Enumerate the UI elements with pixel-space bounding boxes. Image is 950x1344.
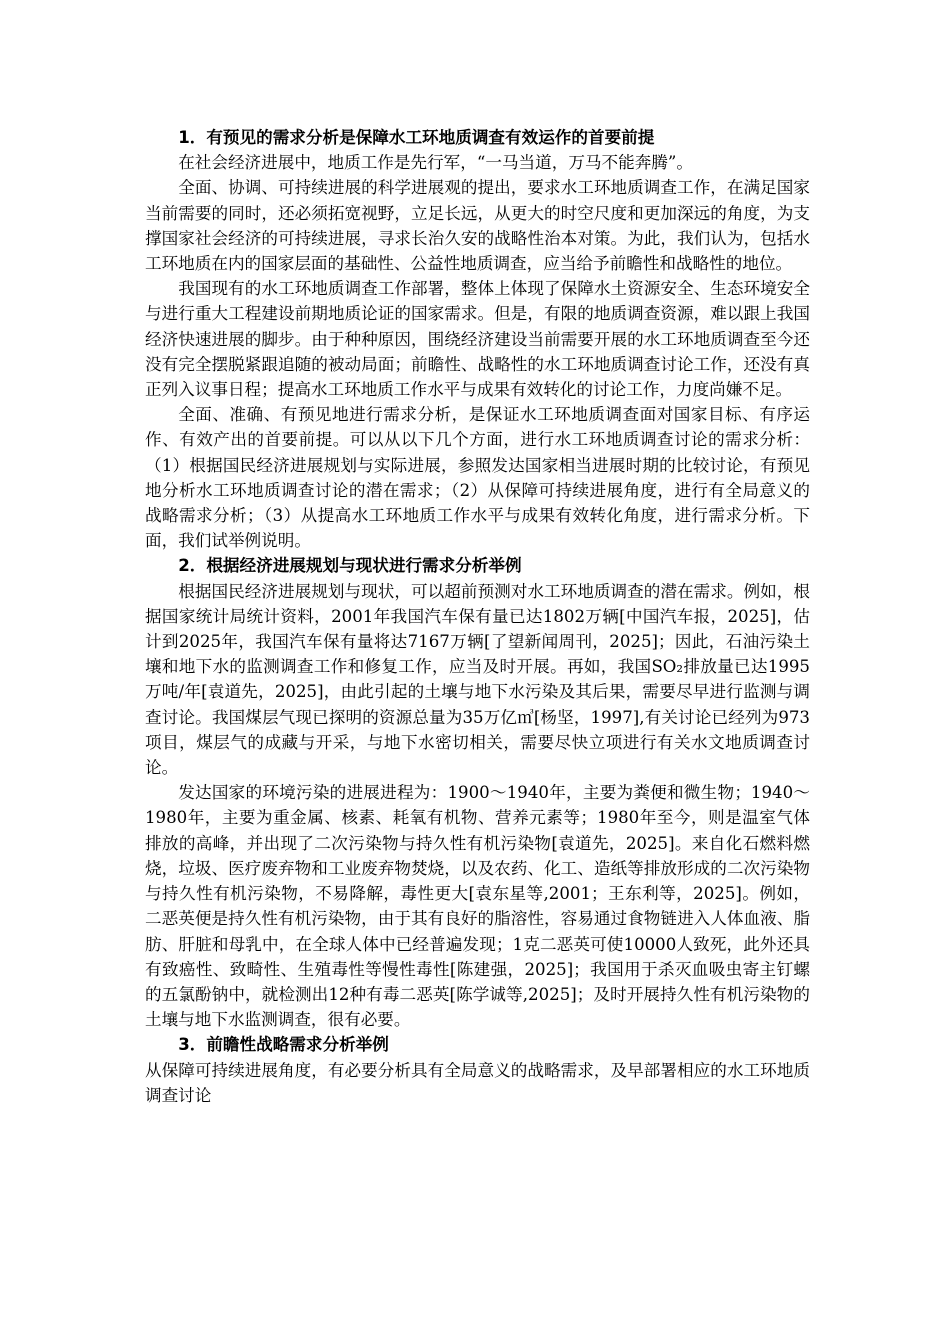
section-2-paragraph-1: 根据国民经济进展规划与现状，可以超前预测对水工环地质调查的潜在需求。例如，根据国家统计局统计资料，2001年我国汽车保有量已达1802万辆[中国汽车报，2025]，估计到2025年，我国汽车保有量将达7167万辆[了望新闻周刊，2025]；因此，石油污染土壤和地下水的监测调查工作和修复工作，应当及时开展。再如，我国SO₂排放量已达1995万吨/年[袁道先，2025]，由此引起的土壤与地下水污染及其后果，需要尽早进行监测与调查讨论。我国煤层气现已探明的资源总量为35万亿㎥[杨坚，1997],有关讨论已经列为973项目，煤层气的成藏与开采，与地下水密切相关，需要尽快立项进行有关水文地质调查讨论。 (145, 581, 810, 778)
section-3-paragraph-1: 从保障可持续进展角度，有必要分析具有全局意义的战略需求，及早部署相应的水工环地质调查讨论 (145, 1060, 810, 1105)
section-1-paragraph-1: 在社会经济进展中，地质工作是先行军，“一马当道，万马不能奔腾”。 (178, 153, 693, 173)
section-1-heading: 1．有预见的需求分析是保障水工环地质调查有效运作的首要前提 (178, 128, 655, 147)
section-1-paragraph-2: 全面、协调、可持续进展的科学进展观的提出，要求水工环地质调查工作，在满足国家当前需要的同时，还必须拓宽视野，立足长远，从更大的时空尺度和更加深远的角度，为支撑国家社会经济的可持续进展，寻求长治久安的战略性治本对策。为此，我们认为，包括水工环地质在内的国家层面的基础性、公益性地质调查，应当给予前瞻性和战略性的地位。 (145, 178, 810, 274)
section-3-heading: 3．前瞻性战略需求分析举例 (178, 1035, 389, 1055)
section-1-paragraph-3: 我国现有的水工环地质调查工作部署，整体上体现了保障水土资源安全、生态环境安全与进行重大工程建设前期地质论证的国家需求。但是，有限的地质调查资源，难以跟上我国经济快速进展的脚步。由于种种原因，围绕经济建设当前需要开展的水工环地质调查至今还没有完全摆脱紧跟追随的被动局面；前瞻性、战略性的水工环地质调查讨论工作，还没有真正列入议事日程；提高水工环地质工作水平与成果有效转化的讨论工作，力度尚嫌不足。 (145, 279, 810, 400)
section-2-heading: 2．根据经济进展规划与现状进行需求分析举例 (178, 556, 522, 576)
section-2-paragraph-2: 发达国家的环境污染的进展进程为：1900～1940年，主要为粪便和微生物；1940～1980年，主要为重金属、核素、耗氧有机物、营养元素等；1980年至今，则是温室气体排放的高峰，并出现了二次污染物与持久性有机污染物[袁道先，2025]。来自化石燃料燃烧，垃圾、医疗废弃物和工业废弃物焚烧，以及农药、化工、造纸等排放形成的二次污染物与持久性有机污染物，不易降解，毒性更大[袁东星等,2001；王东利等，2025]。例如，二恶英便是持久性有机污染物，由于其有良好的脂溶性，容易通过食物链进入人体血液、脂肪、肝脏和母乳中，在全球人体中已经普遍发现；1克二恶英可使10000人致死，此外还具有致癌性、致畸性、生殖毒性等慢性毒性[陈建强，2025]；我国用于杀灭血吸虫寄主钉螺的五氯酚钠中，就检测出12种有毒二恶英[陈学诚等,2025]；及时开展持久性有机污染物的土壤与地下水监测调查，很有必要。 (145, 783, 810, 1030)
section-1-paragraph-4: 全面、准确、有预见地进行需求分析，是保证水工环地质调查面对国家目标、有序运作、有效产出的首要前提。可以从以下几个方面，进行水工环地质调查讨论的需求分析：（1）根据国民经济进展规划与实际进展，参照发达国家相当进展时期的比较讨论，有预见地分析水工环地质调查讨论的潜在需求；（2）从保障可持续进展角度，进行有全局意义的战略需求分析；（3）从提高水工环地质工作水平与成果有效转化角度，进行需求分析。下面，我们试举例说明。 (145, 405, 810, 551)
document-page (145, 125, 810, 1108)
